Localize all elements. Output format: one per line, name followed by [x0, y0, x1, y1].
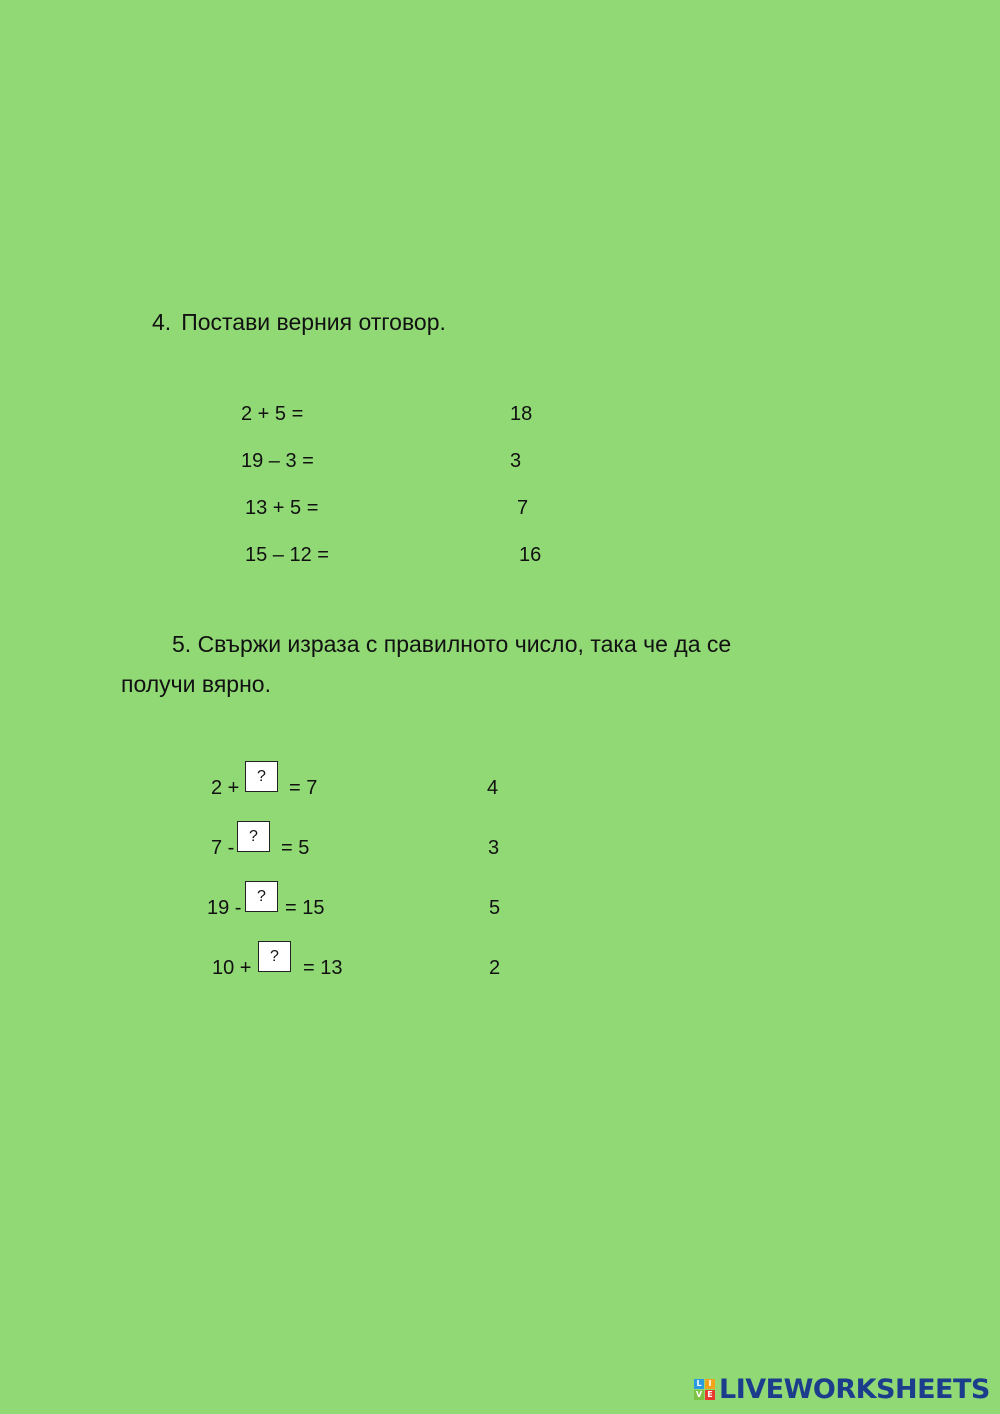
logo-mark-icon: [694, 1379, 715, 1400]
logo-text: LIVEWORKSHEETS: [719, 1373, 990, 1405]
task5-equation-left: 19 -: [207, 897, 242, 919]
task4-answer-option[interactable]: 16: [519, 544, 542, 566]
task4-answer-option[interactable]: 7: [517, 497, 529, 519]
answer-drop-box[interactable]: ?: [245, 761, 278, 792]
task4-expression: 19 – 3 =: [241, 450, 314, 472]
task4-expression: 2 + 5 =: [241, 403, 304, 425]
task5-answer-option[interactable]: 5: [489, 897, 501, 919]
answer-drop-box[interactable]: ?: [258, 941, 291, 972]
task4-expression: 13 + 5 =: [245, 497, 319, 519]
logo-mark-letter: I: [705, 1379, 715, 1389]
logo-mark-letter: L: [694, 1379, 704, 1389]
answer-drop-box[interactable]: ?: [237, 821, 270, 852]
liveworksheets-logo: [694, 1373, 990, 1405]
task4-heading: [152, 309, 446, 336]
task5-instruction-line1: 5. Свържи израза с правилното число, така че да се: [172, 631, 732, 657]
task5-equation-right: = 5: [281, 837, 310, 859]
task4-number: 4.: [152, 309, 172, 335]
task4-answer-option[interactable]: 3: [510, 450, 522, 472]
task4-expression: 15 – 12 =: [245, 544, 329, 566]
answer-drop-box[interactable]: ?: [245, 881, 278, 912]
logo-mark-letter: V: [695, 1389, 703, 1399]
task4-answer-option[interactable]: 18: [510, 403, 533, 425]
task5-answer-option[interactable]: 2: [489, 957, 501, 979]
task5-instruction-line2: получи вярно.: [121, 671, 271, 697]
task5-equation-left: 7 -: [211, 837, 235, 859]
task5-equation-right: = 7: [289, 777, 318, 799]
task5-equation-right: = 15: [285, 897, 325, 919]
task5-answer-option[interactable]: 3: [488, 837, 500, 859]
logo-mark-letter: E: [705, 1390, 715, 1400]
task5-answer-option[interactable]: 4: [487, 777, 499, 799]
task5-equation-left: 2 +: [211, 777, 240, 799]
task5-equation-right: = 13: [303, 957, 343, 979]
task4-title: Постави верния отговор.: [181, 309, 446, 335]
task5-equation-left: 10 +: [212, 957, 252, 979]
